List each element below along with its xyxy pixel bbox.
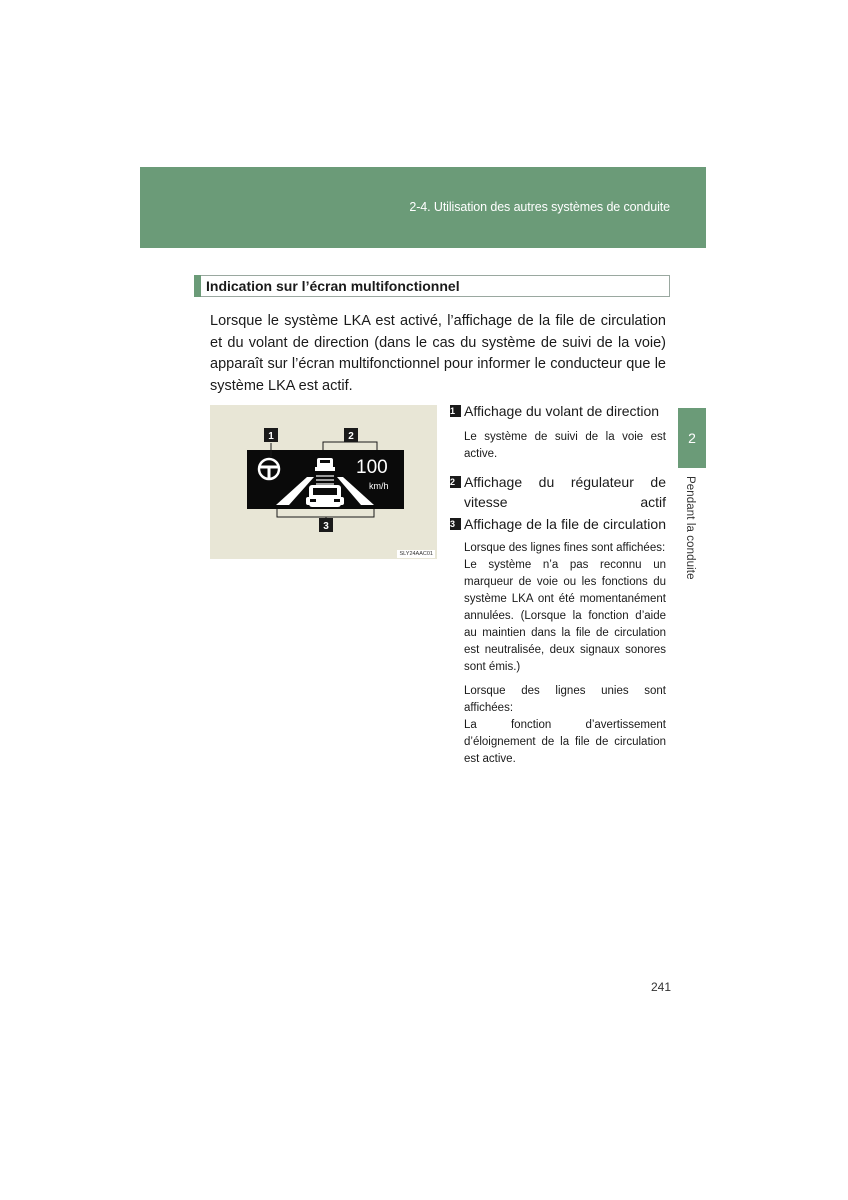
item-title	[450, 401, 666, 421]
multi-information-display-svg	[210, 405, 437, 559]
page-number: 241	[651, 980, 672, 994]
preceding-vehicle-icon	[315, 458, 335, 471]
item-title-text: Affichage du régulateur de vitesse actif	[464, 474, 666, 510]
section-heading	[194, 275, 670, 297]
chapter-side-label: Pendant la conduite	[684, 476, 696, 580]
callout-3	[319, 518, 333, 532]
svg-text:2: 2	[348, 431, 354, 442]
item-body-condition: Lorsque des lignes fines sont affichées:	[464, 542, 666, 554]
chapter-header-title: 2-4. Utilisation des autres systèmes de conduite	[409, 200, 670, 214]
speed-value: 100	[356, 457, 388, 478]
list-item	[450, 472, 666, 512]
item-body: La fonction d’avertissement d’éloignement de la file de circulation est active.	[464, 719, 666, 765]
item-body-condition: Lorsque des lignes unies sont affichées:	[464, 685, 666, 714]
svg-text:1: 1	[268, 431, 274, 442]
callout-2	[344, 428, 358, 442]
item-list	[450, 401, 666, 768]
item-number-badge: 2	[450, 476, 461, 488]
own-vehicle-icon	[306, 485, 344, 507]
item-title-text: Affichage de la file de circulation	[464, 516, 666, 532]
intro-paragraph: Lorsque le système LKA est activé, l’affichage de la file de circulation et du volant de direction (dans le cas du système de suivi de la voie) apparaît sur l’écran multifonctionnel pour informer le conducteur que le système LKA est actif.	[210, 313, 666, 394]
item-title	[450, 514, 666, 534]
lane-dashes	[316, 475, 334, 485]
item-body: Le système de suivi de la voie est active.	[464, 431, 666, 460]
item-title	[450, 472, 666, 512]
section-title: Indication sur l’écran multifonctionnel	[206, 278, 460, 294]
svg-text:3: 3	[323, 521, 329, 532]
chapter-tab: 2	[678, 408, 706, 468]
list-item	[450, 514, 666, 768]
item-title-text: Affichage du volant de direction	[464, 403, 660, 419]
callout-1	[264, 428, 278, 442]
figure-code: SLY24AAC01	[399, 551, 433, 557]
item-number-badge: 1	[450, 405, 461, 417]
item-number-badge: 3	[450, 518, 461, 530]
chapter-header-band	[140, 167, 706, 248]
item-body: Le système n’a pas reconnu un marqueur de voie ou les fonctions du système LKA ont été momentanément annulées. (Lorsque la fonction d’aide au maintien dans la file de circulation est neutralisée, deux signaux sonores sont émis.)	[464, 559, 666, 673]
speed-unit: km/h	[369, 481, 389, 491]
section-heading-accent	[194, 275, 201, 297]
display-illustration	[210, 405, 437, 559]
list-item	[450, 401, 666, 463]
